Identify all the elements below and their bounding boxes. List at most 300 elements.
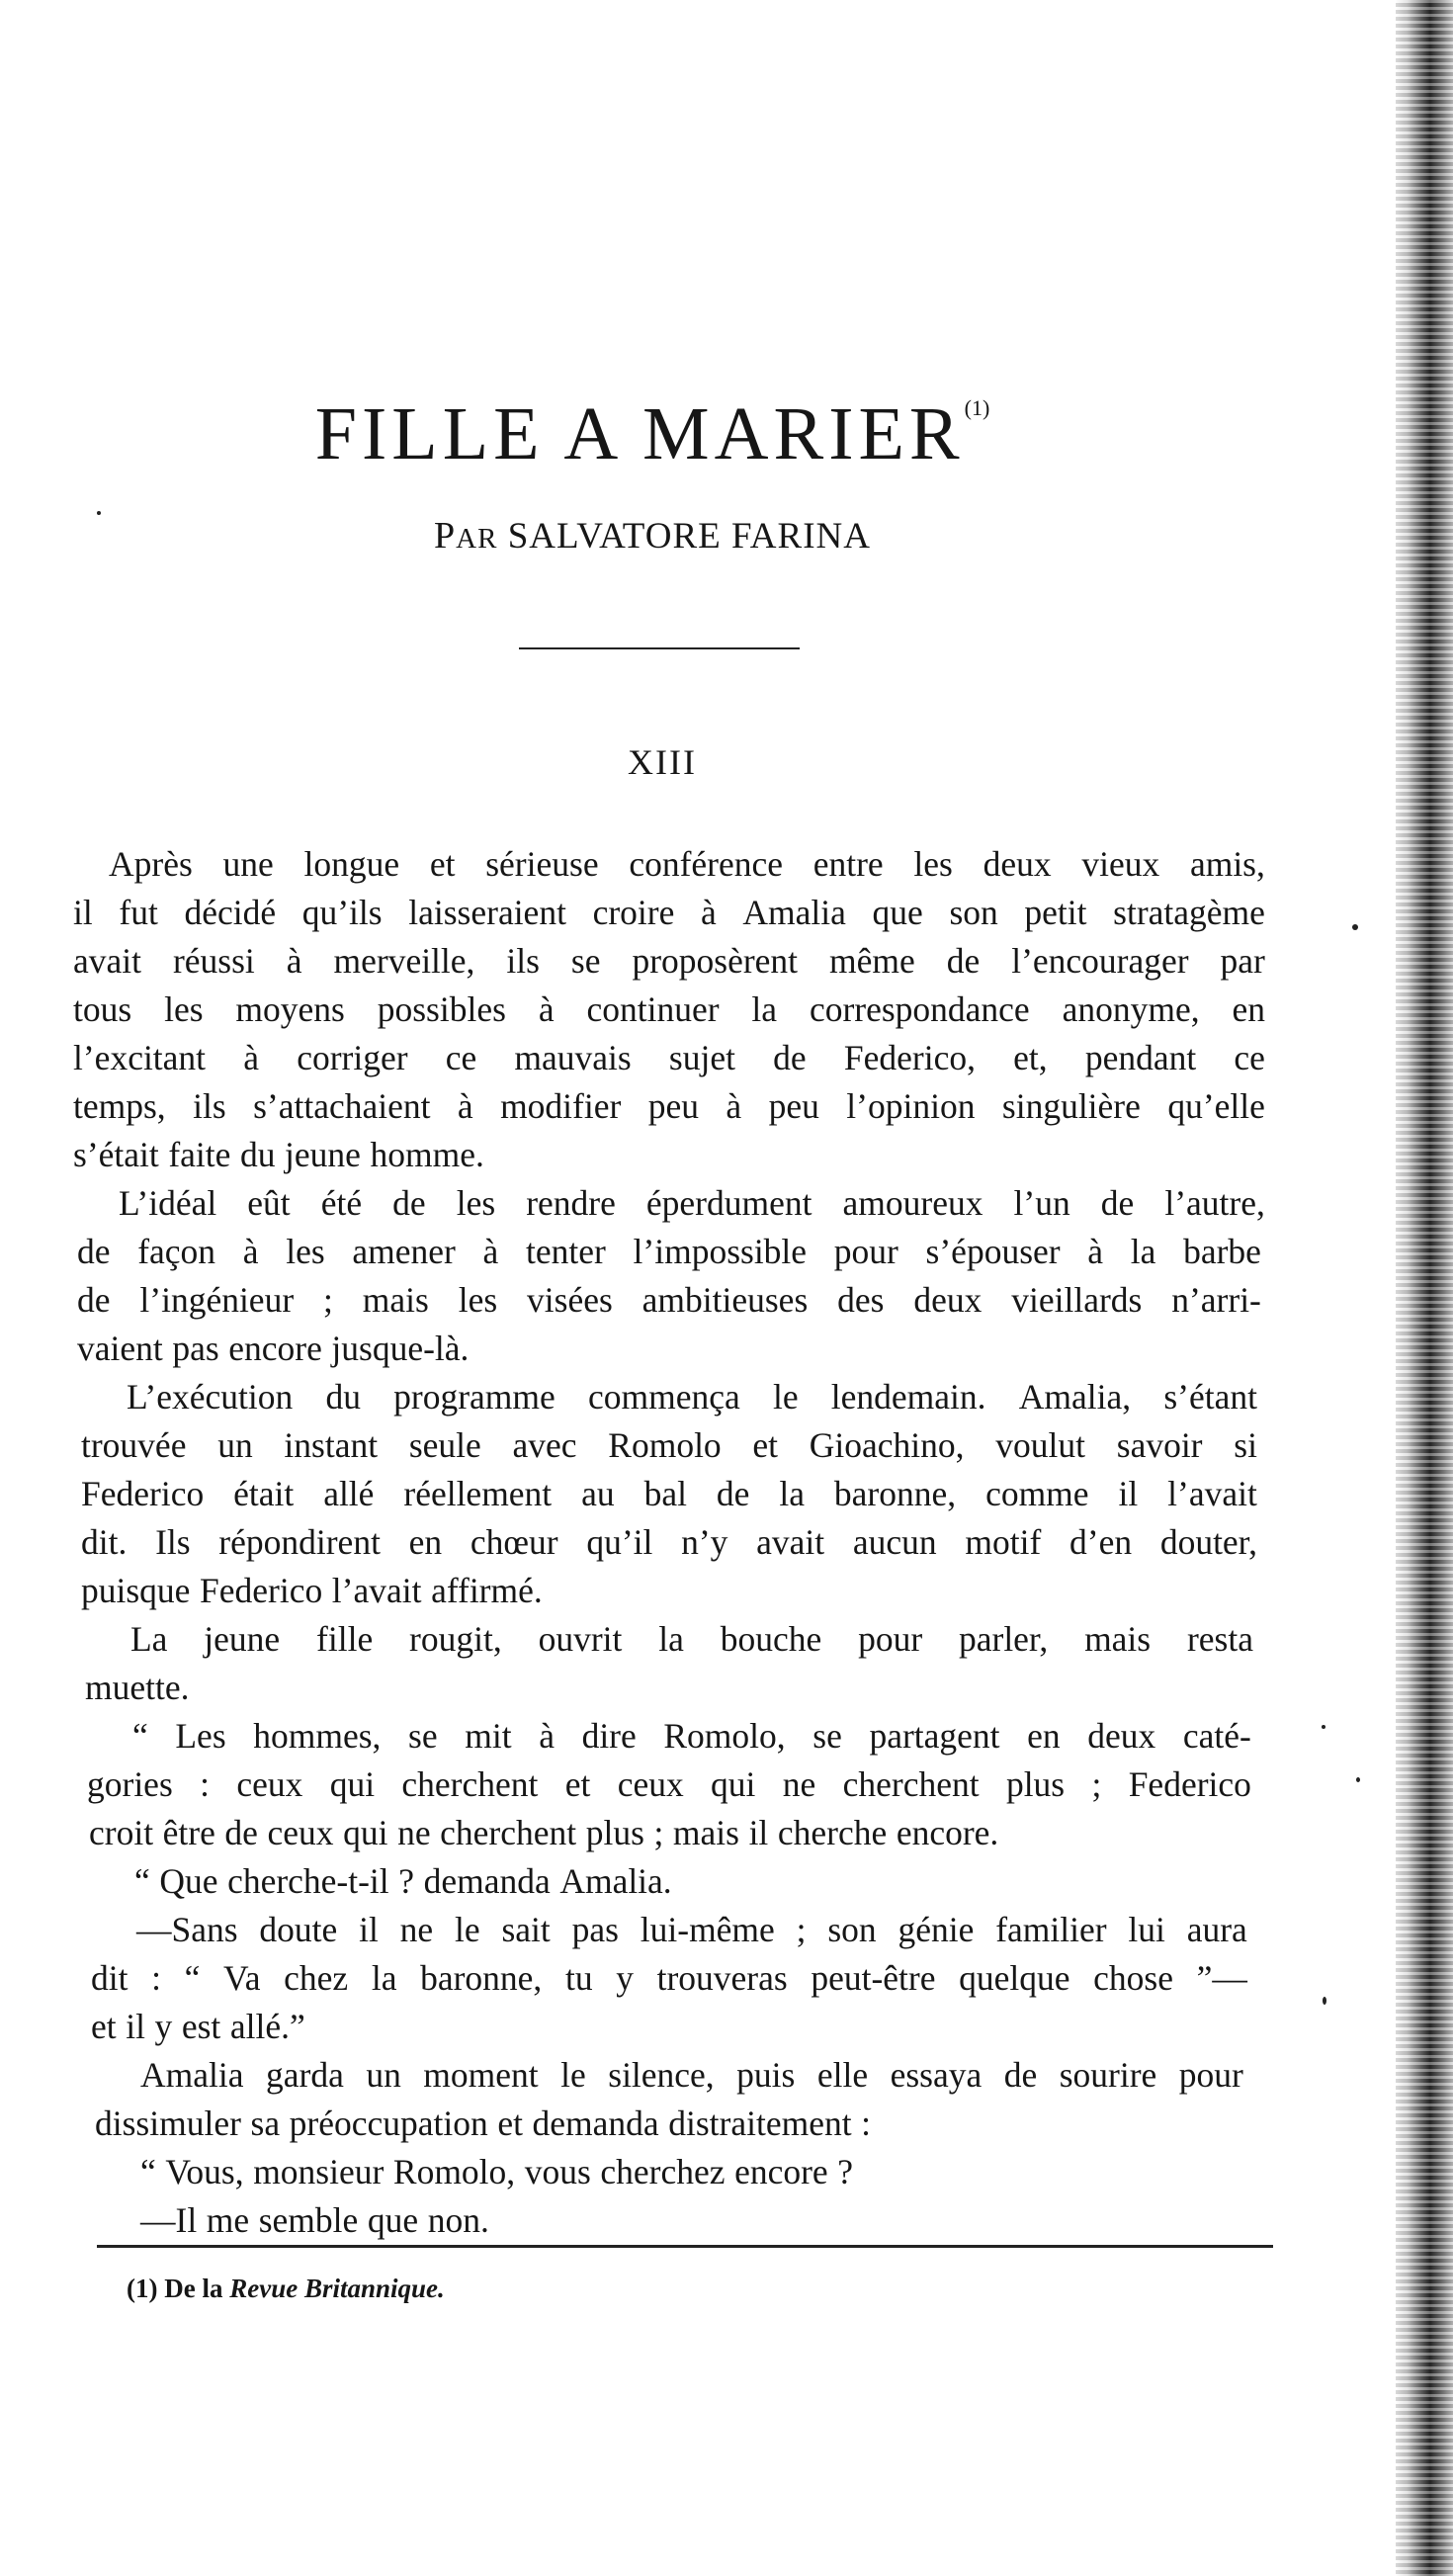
body-word: Amalia. [559, 1861, 672, 1901]
body-word: cherche-t-il [227, 1861, 389, 1901]
body-word: distraitement [668, 2104, 852, 2143]
body-word: son [827, 1910, 877, 1949]
body-word: qui [711, 1764, 756, 1804]
body-word: ne [782, 1764, 816, 1804]
body-line [73, 1712, 1251, 1760]
body-word: barbe [1183, 1232, 1261, 1271]
body-word: rendre [526, 1183, 616, 1223]
body-word: : [151, 1958, 161, 1998]
body-word: plus [1005, 1764, 1066, 1804]
body-word: se [408, 1716, 438, 1756]
chapter-number: XIII [628, 742, 697, 782]
body-word: puis [736, 2055, 796, 2095]
body-word: jeune [204, 1619, 281, 1659]
body-word: au [581, 1474, 615, 1513]
body-word: amis, [1189, 844, 1265, 884]
body-line [73, 2051, 1243, 2100]
footnote-journal: Revue Britannique. [229, 2274, 445, 2303]
body-word: l’un [1013, 1183, 1070, 1223]
scan-speck [1356, 1777, 1360, 1782]
body-word: éperdument [645, 1183, 812, 1223]
body-word: possibles [377, 989, 506, 1029]
body-word: sourire [1059, 2055, 1157, 2095]
body-word: avec [512, 1425, 577, 1465]
body-word: modifier [500, 1086, 622, 1126]
body-word: à [701, 893, 717, 932]
body-word: il [359, 1910, 379, 1949]
body-word: et [91, 2007, 117, 2046]
byline-author: SALVATORE FARINA [507, 516, 871, 557]
body-word: en [408, 1522, 443, 1562]
body-word: d’en [1069, 1522, 1133, 1562]
body-word: décidé [184, 893, 277, 932]
body-word: Après [109, 844, 193, 884]
body-word: et [564, 1764, 591, 1804]
body-word: eût [247, 1183, 291, 1223]
title-divider [519, 647, 800, 649]
body-word: deux [913, 1280, 983, 1320]
body-word: merveille, [333, 941, 475, 981]
body-word: lui-même [640, 1910, 775, 1949]
body-word: façon [137, 1232, 216, 1271]
byline [277, 514, 1028, 558]
body-word: ceux [267, 1813, 334, 1852]
body-word: commença [588, 1377, 740, 1417]
body-word: Amalia [140, 2055, 244, 2095]
body-word: demanda [423, 1861, 551, 1901]
body-word: ne [397, 1813, 431, 1852]
body-line [73, 1276, 1261, 1325]
body-word: Romolo, [663, 1716, 786, 1756]
body-word: ”— [1196, 1958, 1247, 1998]
body-word: mais [1084, 1619, 1152, 1659]
body-word: sa [250, 2104, 281, 2143]
body-word: deux [983, 844, 1052, 884]
body-word: l’excitant [73, 1038, 207, 1077]
body-word: de [946, 941, 981, 981]
body-word: dissimuler [95, 2104, 241, 2143]
body-word: garda [265, 2055, 344, 2095]
body-word: la [751, 989, 778, 1029]
body-word: qu’ils [301, 893, 383, 932]
body-line [73, 1373, 1257, 1421]
body-word: anonyme, [1062, 989, 1200, 1029]
body-word: Ils [155, 1522, 191, 1562]
body-word: ceux [617, 1764, 684, 1804]
body-word: ; [796, 1910, 807, 1949]
body-word: de [77, 1280, 111, 1320]
body-word: douter, [1159, 1522, 1257, 1562]
body-word: cherchent [842, 1764, 980, 1804]
body-word: son [949, 893, 998, 932]
body-word: ce [1234, 1038, 1265, 1077]
body-word: pour [1178, 2055, 1243, 2095]
body-word: jeune [285, 1135, 361, 1174]
body-word: se [812, 1716, 842, 1756]
body-word: les [913, 844, 953, 884]
body-word: “ [184, 1958, 201, 1998]
body-word: stratagème [1113, 893, 1265, 932]
byline-prefix-initial: P [434, 515, 457, 557]
body-word: pendant [1084, 1038, 1197, 1077]
body-word: Que [159, 1861, 218, 1901]
body-word: ambitieuses [641, 1280, 809, 1320]
body-word: l’encourager [1011, 941, 1189, 981]
body-word: aura [1186, 1910, 1247, 1949]
body-word: cherchez [600, 2152, 726, 2191]
body-word: de [77, 1232, 111, 1271]
body-line [73, 1131, 1265, 1179]
body-word: il [748, 1813, 769, 1852]
body-word: cherche [777, 1813, 888, 1852]
body-word: l’autre, [1164, 1183, 1265, 1223]
body-word: sujet [668, 1038, 735, 1077]
body-word: visées [527, 1280, 613, 1320]
body-word: faite [168, 1135, 231, 1174]
body-word: Romolo [608, 1425, 722, 1465]
body-word: dit [91, 1958, 128, 1998]
body-word: jusque-là. [331, 1329, 470, 1368]
body-word: préoccupation [289, 2104, 488, 2143]
body-word: que [872, 893, 923, 932]
body-word: “ [140, 2152, 156, 2191]
body-word: et, [1013, 1038, 1048, 1077]
body-word: aucun [852, 1522, 937, 1562]
body-word: la [658, 1619, 684, 1659]
body-word: des [837, 1280, 885, 1320]
body-word: puisque [81, 1571, 191, 1610]
body-word: s’attachaient [253, 1086, 431, 1126]
body-word: lui [1128, 1910, 1165, 1949]
body-word: temps, [73, 1086, 166, 1126]
body-word: et [497, 2104, 523, 2143]
body-word: à [538, 989, 555, 1029]
body-word: ce [445, 1038, 477, 1077]
body-word: monsieur [253, 2152, 385, 2191]
body-word: vieillards [1011, 1280, 1143, 1320]
body-word: lendemain. [830, 1377, 986, 1417]
body-word: chose [1093, 1958, 1173, 1998]
body-word: à [539, 1716, 555, 1756]
body-word: de [773, 1038, 807, 1077]
body-line [73, 2148, 1243, 2196]
body-word: encore [734, 2152, 828, 2191]
body-word: muette. [85, 1668, 190, 1707]
body-word: chez [284, 1958, 349, 1998]
body-word: rougit, [409, 1619, 502, 1659]
body-word: essaya [890, 2055, 983, 2095]
body-word: hommes, [253, 1716, 382, 1756]
body-word: proposèrent [632, 941, 799, 981]
body-line [73, 1228, 1261, 1276]
body-word: trouvée [81, 1425, 187, 1465]
body-word: avait [756, 1522, 825, 1562]
body-word: il [1118, 1474, 1139, 1513]
body-word: ils [193, 1086, 226, 1126]
body-line [73, 2100, 1243, 2148]
body-word: à [482, 1232, 499, 1271]
body-word: croit [89, 1813, 154, 1852]
body-line [73, 889, 1265, 937]
body-word: mais [362, 1280, 429, 1320]
body-word: seule [408, 1425, 481, 1465]
body-word: le [560, 2055, 586, 2095]
body-word: trouveras [656, 1958, 788, 1998]
body-word: Amalia, [1018, 1377, 1132, 1417]
body-word: le [455, 1910, 480, 1949]
body-line [73, 1615, 1253, 1664]
body-word: ne [399, 1910, 434, 1949]
body-word: répondirent [218, 1522, 381, 1562]
body-word: qui [329, 1764, 376, 1804]
body-word: qu’il [586, 1522, 653, 1562]
body-word: une [222, 844, 274, 884]
body-word: me [206, 2200, 250, 2240]
body-word: un [366, 2055, 401, 2095]
body-word: la [371, 1958, 397, 1998]
body-word: y [154, 2007, 173, 2046]
body-word: les [456, 1183, 496, 1223]
body-word: quelque [959, 1958, 1070, 1998]
body-word: chœur [470, 1522, 558, 1562]
body-word: du [239, 1135, 276, 1174]
body-line [73, 1518, 1257, 1567]
body-word: l’opinion [846, 1086, 976, 1126]
body-word: familier [995, 1910, 1107, 1949]
footnote-number: (1) [127, 2274, 158, 2303]
body-word: Gioachino, [809, 1425, 965, 1465]
body-word: Federico [200, 1571, 323, 1610]
body-word: fille [316, 1619, 374, 1659]
body-word: sérieuse [485, 844, 599, 884]
scan-speck [1323, 1997, 1326, 2005]
body-word: été [320, 1183, 363, 1223]
body-word: ; [653, 1813, 664, 1852]
body-line [73, 1567, 1257, 1615]
body-word: que [367, 2200, 419, 2240]
body-word: encore. [896, 1813, 999, 1852]
body-word: ouvrit [538, 1619, 623, 1659]
body-word: savoir [1116, 1425, 1203, 1465]
body-word: comme [985, 1474, 1089, 1513]
body-word: de [1003, 2055, 1038, 2095]
body-line [73, 1082, 1265, 1131]
body-word: Federico [81, 1474, 205, 1513]
body-line [73, 1857, 1249, 1906]
body-word: croire [592, 893, 675, 932]
scan-speck [1322, 1725, 1325, 1729]
body-line [73, 1906, 1247, 1954]
body-word: petit [1024, 893, 1087, 932]
body-line [73, 1325, 1261, 1373]
body-word: pour [858, 1619, 923, 1659]
byline-prefix-rest: AR [456, 523, 498, 555]
body-word: à [726, 1086, 742, 1126]
body-line [73, 840, 1265, 889]
body-word: même [829, 941, 915, 981]
body-word: moyens [235, 989, 345, 1029]
body-word: en [1027, 1716, 1061, 1756]
body-line [73, 1470, 1257, 1518]
page-edge-shadow [1396, 0, 1453, 2576]
body-word: il [73, 893, 93, 932]
footnote [127, 2274, 445, 2304]
body-word: à [243, 1038, 259, 1077]
body-word: caté- [1182, 1716, 1251, 1756]
body-line [73, 1179, 1265, 1228]
body-word: motif [965, 1522, 1042, 1562]
body-word: par [1220, 941, 1265, 981]
body-word: les [458, 1280, 498, 1320]
body-word: de [392, 1183, 426, 1223]
body-word: mauvais [514, 1038, 632, 1077]
body-word: instant [284, 1425, 379, 1465]
body-word: les [286, 1232, 325, 1271]
body-line [73, 1760, 1251, 1809]
body-word: ils [506, 941, 540, 981]
body-word: amoureux [842, 1183, 983, 1223]
body-word: ; [323, 1280, 333, 1320]
body-word: y [616, 1958, 634, 1998]
body-word: moment [423, 2055, 539, 2095]
body-word: l’ingénieur [139, 1280, 295, 1320]
body-word: qu’elle [1167, 1086, 1265, 1126]
body-word: doute [259, 1910, 338, 1949]
body-word: dit. [81, 1522, 128, 1562]
body-word: n’y [681, 1522, 728, 1562]
body-word: L’exécution [127, 1377, 294, 1417]
body-line [73, 1809, 1249, 1857]
body-word: bal [643, 1474, 687, 1513]
body-word: demanda [532, 2104, 659, 2143]
body-word: partagent [869, 1716, 1000, 1756]
body-word: “ [134, 1861, 150, 1901]
body-word: continuer [586, 989, 720, 1029]
body-word: pour [833, 1232, 898, 1271]
body-word: Federico [1128, 1764, 1251, 1804]
body-word: : [861, 2104, 872, 2143]
body-word: de [1100, 1183, 1135, 1223]
body-word: en [1232, 989, 1265, 1029]
body-word: allé [323, 1474, 375, 1513]
body-word: : [200, 1764, 210, 1804]
body-word: conférence [629, 844, 783, 884]
body-word: du [325, 1377, 361, 1417]
body-word: affirmé. [431, 1571, 543, 1610]
body-word: silence, [608, 2055, 715, 2095]
body-word: parler, [958, 1619, 1049, 1659]
body-word: baronne, [420, 1958, 543, 1998]
body-word: s’épouser [925, 1232, 1061, 1271]
body-word: mais [672, 1813, 739, 1852]
body-word: amener [352, 1232, 456, 1271]
body-word: à [457, 1086, 473, 1126]
body-word: les [164, 989, 204, 1029]
body-word: s’étant [1163, 1377, 1257, 1417]
body-word: tu [564, 1958, 593, 1998]
body-word: Amalia [742, 893, 846, 932]
body-word: baronne, [833, 1474, 957, 1513]
body-word: elle [816, 2055, 869, 2095]
footnote-prefix: De la [164, 2274, 223, 2303]
body-word: semble [258, 2200, 359, 2240]
body-word: était [233, 1474, 295, 1513]
body-word: resta [1186, 1619, 1253, 1659]
body-word: réellement [403, 1474, 553, 1513]
body-line [73, 1954, 1247, 2003]
scan-speck [97, 511, 101, 515]
body-word: l’impossible [633, 1232, 808, 1271]
body-word: La [130, 1619, 168, 1659]
body-word: Les [175, 1716, 226, 1756]
title-text: FILLE A MARIER [314, 391, 965, 475]
body-word: corriger [297, 1038, 408, 1077]
body-word: et [429, 844, 456, 884]
body-line [73, 1664, 1253, 1712]
body-word: non. [427, 2200, 489, 2240]
body-word: Federico, [843, 1038, 976, 1077]
body-word: de [224, 1813, 258, 1852]
body-word: vieux [1081, 844, 1160, 884]
body-word: n’arri- [1171, 1280, 1261, 1320]
body-word: encore [228, 1329, 322, 1368]
body-word: tous [73, 989, 132, 1029]
body-word: “ [132, 1716, 148, 1756]
body-word: peu [768, 1086, 819, 1126]
body-line [73, 1421, 1257, 1470]
body-word: correspondance [809, 989, 1030, 1029]
body-word: —Il [140, 2200, 198, 2240]
body-word: mit [465, 1716, 512, 1756]
body-word: l’avait [1167, 1474, 1257, 1513]
body-word: pas [571, 1910, 619, 1949]
body-word: cherchent [440, 1813, 577, 1852]
body-word: laisseraient [408, 893, 566, 932]
body-word: tenter [526, 1232, 606, 1271]
body-word: —Sans [136, 1910, 238, 1949]
body-word: fut [119, 893, 158, 932]
body-word: ? [398, 1861, 415, 1901]
body-word: Romolo, [392, 2152, 516, 2191]
body-word: qui [343, 1813, 388, 1852]
body-word: est [181, 2007, 221, 2046]
body-word: se [570, 941, 601, 981]
body-word: être [162, 1813, 215, 1852]
body-word: s’était [73, 1135, 159, 1174]
body-word: vous [524, 2152, 591, 2191]
body-word: L’idéal [119, 1183, 217, 1223]
title-footnote-mark: (1) [964, 394, 990, 420]
body-word: ? [837, 2152, 854, 2191]
body-word: génie [897, 1910, 975, 1949]
body-word: de [716, 1474, 750, 1513]
body-word: sait [501, 1910, 551, 1949]
body-word: dire [581, 1716, 637, 1756]
body-word: si [1234, 1425, 1257, 1465]
body-word: deux [1087, 1716, 1156, 1756]
body-word: pas [172, 1329, 219, 1368]
body-word: un [217, 1425, 253, 1465]
scan-speck [1352, 924, 1358, 930]
body-word: longue [303, 844, 400, 884]
body-line [73, 2196, 1243, 2245]
body-word: allé.” [229, 2007, 305, 2046]
body-word: réussi [172, 941, 255, 981]
body-word: avait [73, 941, 141, 981]
body-word: gories [87, 1764, 173, 1804]
body-word: homme. [370, 1135, 484, 1174]
body-word: programme [393, 1377, 556, 1417]
